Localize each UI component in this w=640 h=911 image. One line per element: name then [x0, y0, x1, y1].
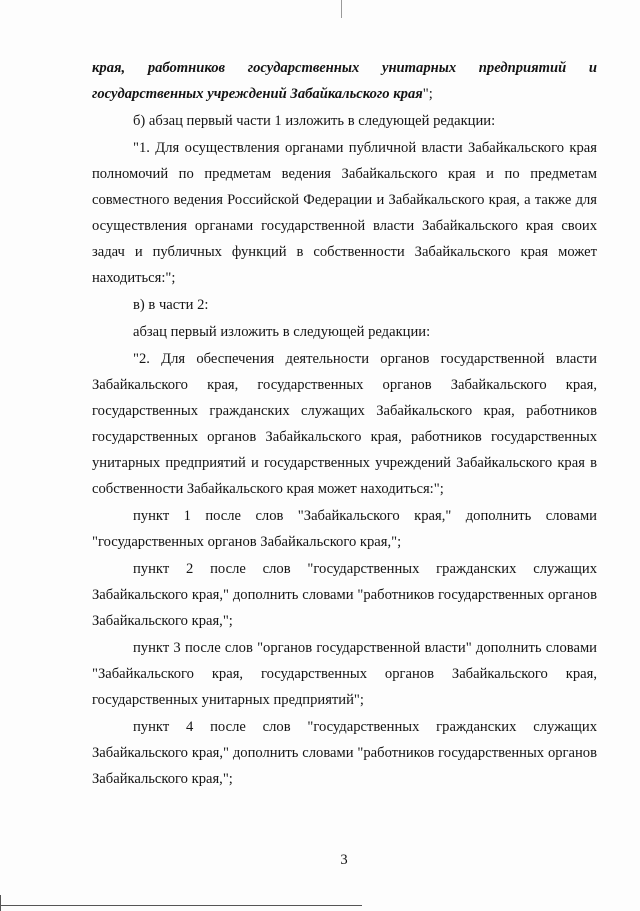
paragraph-new-part-1: "1. Для осуществления органами публичной власти Забайкальского края полномочий по предметам ведения Забайкальского края и по предметам совместного ведения Российской Федерации и Забайкальского края, а также для осуществления органами государственной власти Забайкальского края своих задач и публичных функций в собственности Забайкальского края может находиться:";	[92, 140, 597, 286]
italic-emphasis-text: края, работников государственных унитарных предприятий и государственных учреждений Забайкальского края	[92, 60, 597, 102]
paragraph-continuation-tail: ";	[422, 86, 433, 102]
paragraph-item-v: в) в части 2:	[133, 297, 209, 313]
scan-edge-mark	[341, 0, 342, 18]
paragraph-point-3: пункт 3 после слов "органов государственной власти" дополнить словами "Забайкальского края, государственных органов Забайкальского края, государственных унитарных предприятий";	[92, 640, 597, 708]
page-number: 3	[340, 852, 348, 868]
paragraph-item-b: б) абзац первый части 1 изложить в следующей редакции:	[133, 113, 496, 129]
paragraph-first-abzac: абзац первый изложить в следующей редакции:	[133, 324, 431, 340]
paragraph-point-1: пункт 1 после слов "Забайкальского края," дополнить словами "государственных органов Забайкальского края,";	[92, 508, 597, 550]
scan-corner-mark	[0, 895, 1, 911]
scan-bottom-edge	[0, 905, 362, 906]
paragraph-point-4: пункт 4 после слов "государственных гражданских служащих Забайкальского края," дополнить словами "работников государственных органов Забайкальского края,";	[92, 719, 597, 787]
paragraph-new-part-2: "2. Для обеспечения деятельности органов государственной власти Забайкальского края, государственных органов Забайкальского края, государственных гражданских служащих Забайкальского края, работников государственных органов Забайкальского края, работников государственных унитарных предприятий и государственных учреждений Забайкальского края в собственности Забайкальского края может находиться:";	[92, 351, 597, 497]
document-body	[92, 55, 597, 792]
paragraph-continuation	[92, 55, 597, 107]
paragraph-point-2: пункт 2 после слов "государственных гражданских служащих Забайкальского края," дополнить словами "работников государственных органов Забайкальского края,";	[92, 561, 597, 629]
